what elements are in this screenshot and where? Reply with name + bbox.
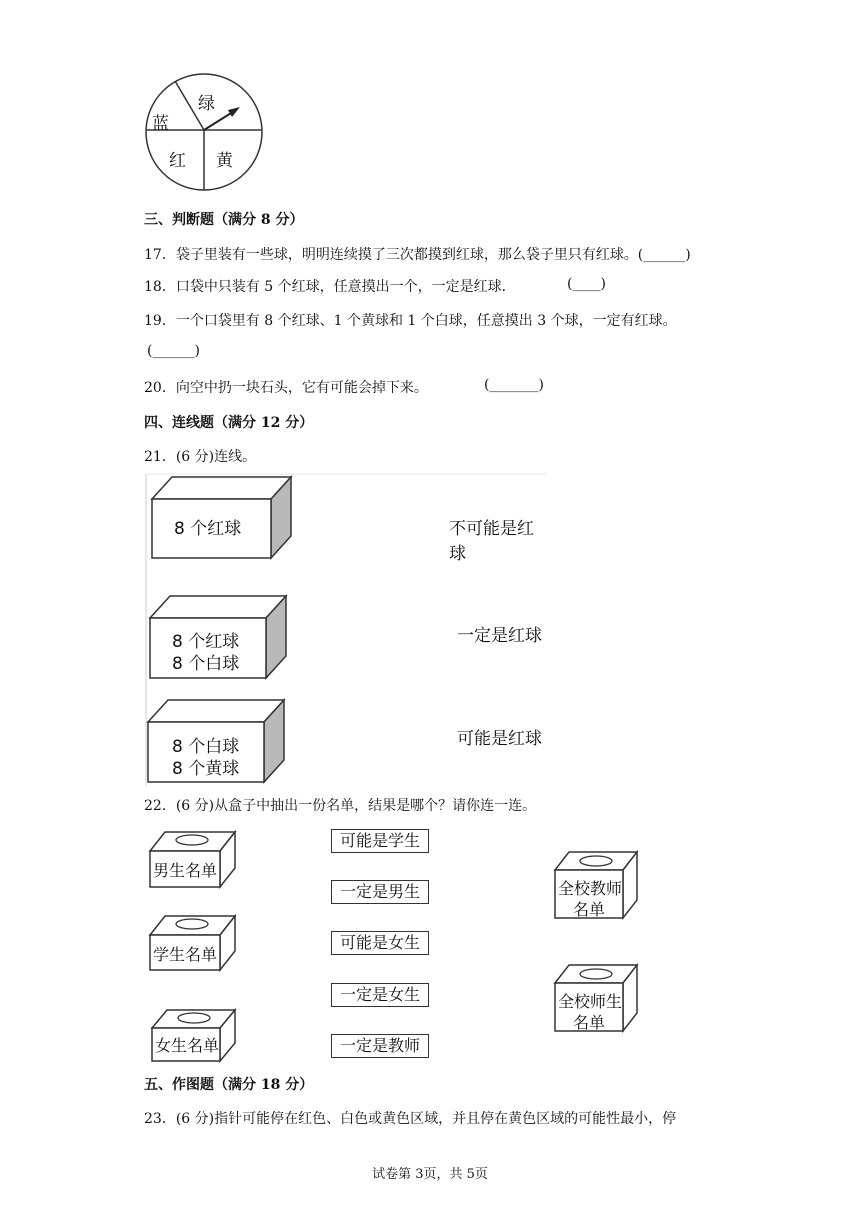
q21-box-2-line1: 8 个红球: [172, 632, 240, 652]
q22-option-3: 可能是女生: [331, 931, 429, 955]
q22-right-box-1-line1: 全校教师: [558, 879, 623, 898]
spinner: [142, 76, 266, 192]
q22-left-box-1-label: 男生名单: [153, 861, 218, 880]
question-20: 20．向空中扔一块石头，它有可能会掉下来。: [144, 380, 428, 396]
q21-box-2-line2: 8 个白球: [172, 654, 240, 674]
question-19: 19．一个口袋里有 8 个红球、1 个黄球和 1 个白球，任意摸出 3 个球，一定有红球。: [144, 313, 677, 329]
question-17: 17．袋子里装有一些球，明明连续摸了三次都摸到红球，那么袋子里只有红球。(______): [144, 247, 691, 263]
q21-outcome-1: 不可能是红球: [449, 519, 534, 564]
q21-box-3-line1: 8 个白球: [172, 737, 240, 757]
question-18: 18．口袋中只装有 5 个红球，任意摸出一个，一定是红球．: [144, 279, 516, 295]
q22-right-box-2-line2: 名单: [573, 1013, 606, 1032]
sector-label-green: 绿: [198, 94, 215, 114]
q22-option-2: 一定是男生: [331, 880, 429, 904]
question-20-blank: (_______): [484, 377, 544, 393]
section4-heading: 四、连线题（满分 12 分）: [144, 415, 314, 431]
question-23: 23．(6 分)指针可能停在红色、白色或黄色区域，并且停在黄色区域的可能性最小，停: [144, 1111, 677, 1127]
q22-left-box-3-label: 女生名单: [155, 1036, 220, 1055]
sector-label-blue: 蓝: [152, 114, 169, 134]
page-footer: 试卷第 3页，共 5页: [372, 1167, 488, 1182]
section5-heading: 五、作图题（满分 18 分）: [144, 1077, 314, 1093]
sector-label-yellow: 黄: [216, 151, 233, 171]
section3-heading: 三、判断题（满分 8 分）: [144, 212, 304, 228]
q22-option-4: 一定是女生: [331, 983, 429, 1007]
q21-box-3-line2: 8 个黄球: [172, 759, 240, 779]
question-21: 21．(6 分)连线。: [144, 449, 257, 465]
q22-option-5: 一定是教师: [331, 1034, 429, 1058]
question-19-blank: (______): [147, 343, 200, 359]
q22-right-box-1-line2: 名单: [573, 900, 606, 919]
sector-label-red: 红: [169, 151, 186, 171]
q21-outcome-3: 可能是红球: [457, 729, 542, 749]
q21-outcome-2: 一定是红球: [457, 626, 542, 646]
q21-figure: [146, 474, 546, 786]
question-18-blank: (____): [567, 276, 606, 292]
q22-right-box-2-line1: 全校师生: [558, 992, 623, 1011]
q22-left-box-2-label: 学生名单: [153, 945, 218, 964]
q21-box-1-line1: 8 个红球: [174, 519, 242, 539]
q22-option-1: 可能是学生: [331, 829, 429, 853]
question-22: 22．(6 分)从盒子中抽出一份名单，结果是哪个？请你连一连。: [144, 798, 537, 814]
